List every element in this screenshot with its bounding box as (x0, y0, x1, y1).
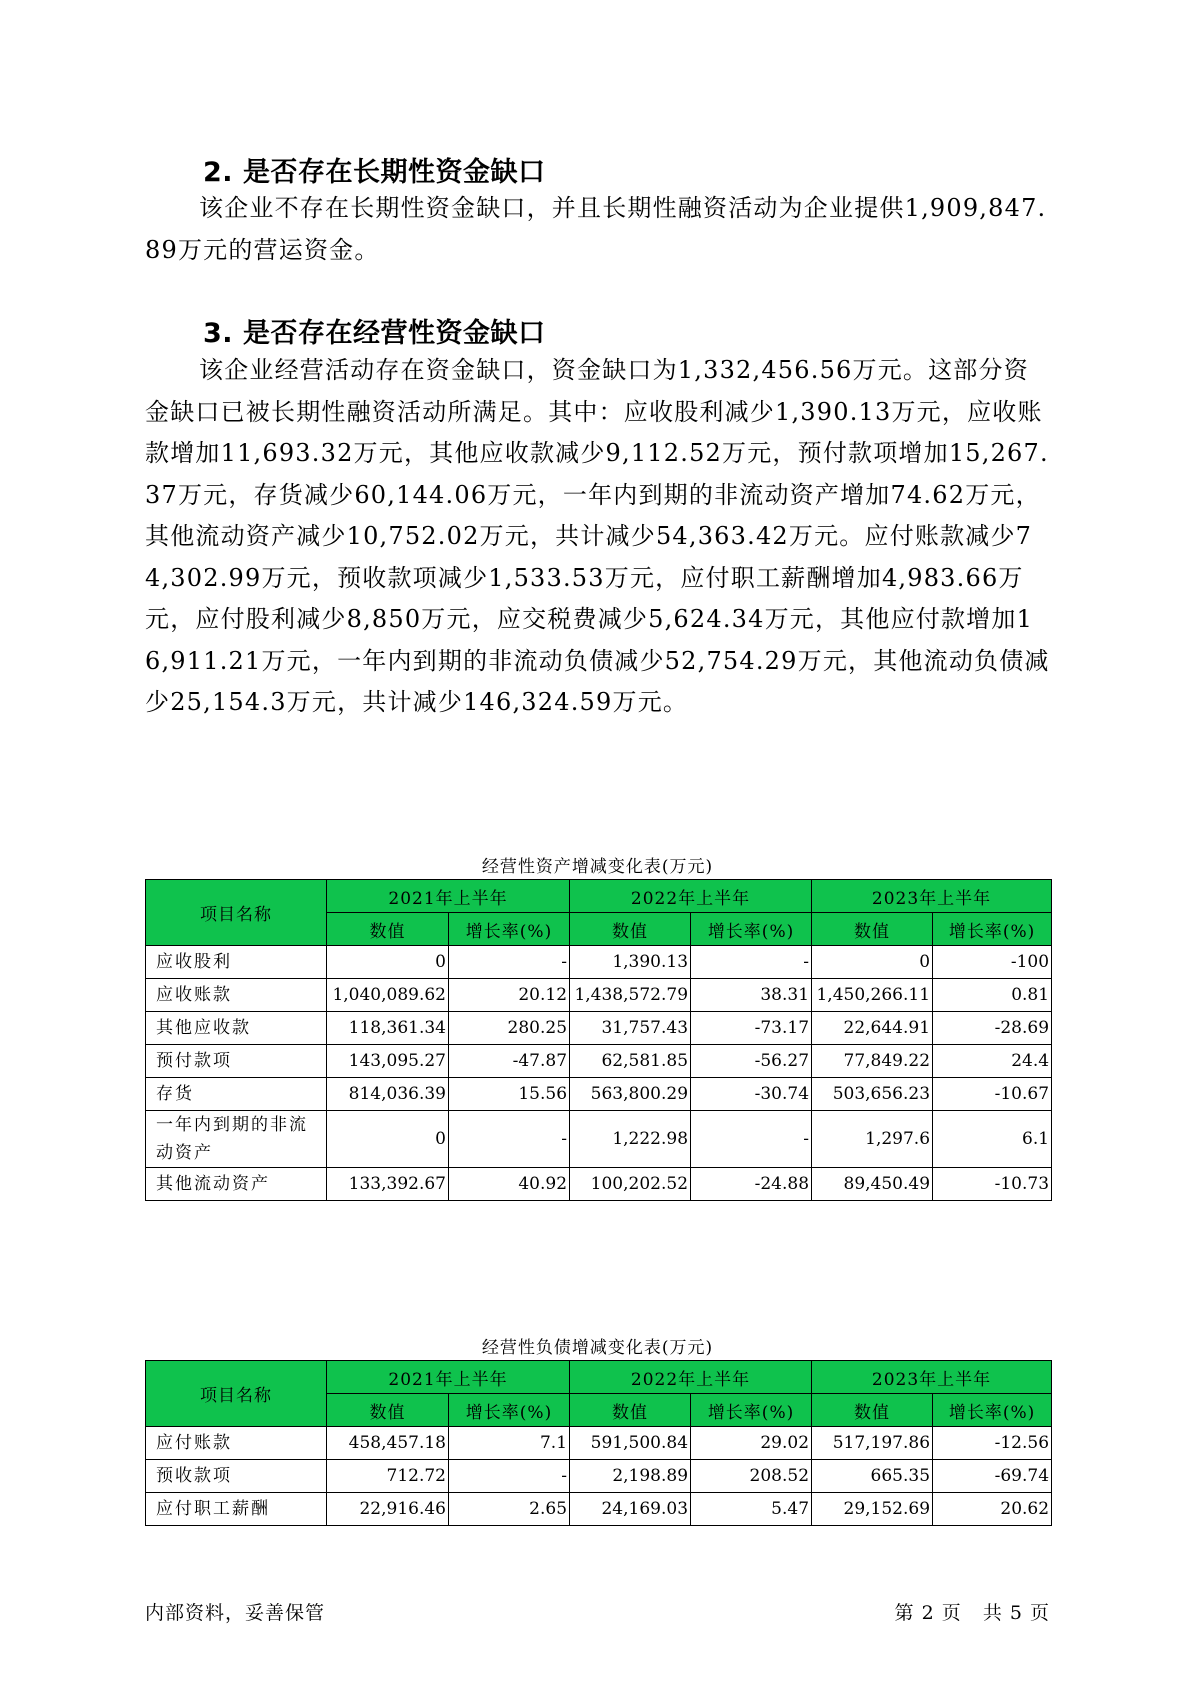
cell-growth-rate: 38.31 (691, 979, 812, 1012)
cell-growth-rate: - (449, 1460, 570, 1493)
header-growth-rate: 增长率(%) (691, 1394, 812, 1427)
cell-value: 29,152.69 (812, 1493, 933, 1526)
cell-growth-rate: - (691, 946, 812, 979)
cell-value: 118,361.34 (327, 1012, 449, 1045)
table-caption-assets: 经营性资产增减变化表(万元) (481, 857, 714, 877)
cell-value: 591,500.84 (570, 1427, 691, 1460)
cell-growth-rate: -56.27 (691, 1045, 812, 1078)
header-value: 数值 (570, 913, 691, 946)
table-row (146, 946, 1052, 979)
table-row (146, 1078, 1052, 1111)
cell-value: 503,656.23 (812, 1078, 933, 1111)
cell-growth-rate: -30.74 (691, 1078, 812, 1111)
table-body (146, 1427, 1052, 1526)
cell-growth-rate: -10.73 (933, 1168, 1052, 1201)
cell-value: 62,581.85 (570, 1045, 691, 1078)
row-item-name: 应付账款 (146, 1427, 327, 1460)
footer-confidential-note: 内部资料，妥善保管 (145, 1602, 326, 1624)
cell-growth-rate: 5.47 (691, 1493, 812, 1526)
cell-value: 0 (327, 1111, 449, 1168)
cell-value: 22,644.91 (812, 1012, 933, 1045)
header-period-2023: 2023年上半年 (812, 880, 1052, 913)
section-paragraph-operating-gap: 该企业经营活动存在资金缺口，资金缺口为1,332,456.56万元。这部分资金缺口已被长期性融资活动所满足。其中：应收股利减少1,390.13万元，应收账款增加11,693.32万元，其他应收款减少9,112.52万元，预付款项增加15,267.37万元，存货减少60,144.06万元，一年内到期的非流动资产增加74.62万元，其他流动资产减少10,752.02万元，共计减少54,363.42万元。应付账款减少74,302.99万元，预收款项减少1,533.53万元，应付职工薪酬增加4,983.66万元，应付股利减少8,850万元，应交税费减少5,624.34万元，其他应付款增加16,911.21万元，一年内到期的非流动负债减少52,754.29万元，其他流动负债减少25,154.3万元，共计减少146,324.59万元。 (145, 356, 1050, 716)
table-row (146, 1012, 1052, 1045)
header-item-name: 项目名称 (146, 880, 327, 946)
section-heading-long-term-gap: 2. 是否存在长期性资金缺口 (203, 157, 546, 188)
header-period-2021: 2021年上半年 (327, 1361, 570, 1394)
cell-value: 1,040,089.62 (327, 979, 449, 1012)
section-heading-operating-gap: 3. 是否存在经营性资金缺口 (203, 318, 546, 349)
header-growth-rate: 增长率(%) (933, 1394, 1052, 1427)
cell-value: 1,390.13 (570, 946, 691, 979)
cell-value: 712.72 (327, 1460, 449, 1493)
cell-growth-rate: -12.56 (933, 1427, 1052, 1460)
cell-growth-rate: -28.69 (933, 1012, 1052, 1045)
cell-value: 1,297.6 (812, 1111, 933, 1168)
cell-growth-rate: - (449, 1111, 570, 1168)
cell-value: 31,757.43 (570, 1012, 691, 1045)
cell-growth-rate: 7.1 (449, 1427, 570, 1460)
cell-growth-rate: 20.62 (933, 1493, 1052, 1526)
header-growth-rate: 增长率(%) (449, 913, 570, 946)
table-row (146, 1045, 1052, 1078)
cell-value: 2,198.89 (570, 1460, 691, 1493)
table-row (146, 979, 1052, 1012)
table-caption-liabilities: 经营性负债增减变化表(万元) (481, 1338, 714, 1358)
table-row (146, 1168, 1052, 1201)
cell-value: 143,095.27 (327, 1045, 449, 1078)
header-growth-rate: 增长率(%) (933, 913, 1052, 946)
cell-growth-rate: 208.52 (691, 1460, 812, 1493)
cell-growth-rate: -10.67 (933, 1078, 1052, 1111)
table-body (146, 946, 1052, 1201)
row-item-name: 应收账款 (146, 979, 327, 1012)
table-row (146, 1493, 1052, 1526)
cell-growth-rate: -69.74 (933, 1460, 1052, 1493)
section-paragraph-long-term-gap: 该企业不存在长期性资金缺口，并且长期性融资活动为企业提供1,909,847.89万元的营运资金。 (145, 194, 1047, 264)
header-value: 数值 (570, 1394, 691, 1427)
table-row (146, 1111, 1052, 1168)
operating-assets-table (145, 879, 1052, 1201)
header-value: 数值 (327, 913, 449, 946)
header-period-2022: 2022年上半年 (570, 1361, 812, 1394)
header-growth-rate: 增长率(%) (691, 913, 812, 946)
cell-value: 665.35 (812, 1460, 933, 1493)
operating-liabilities-table (145, 1360, 1052, 1526)
cell-growth-rate: -100 (933, 946, 1052, 979)
table-row (146, 1427, 1052, 1460)
cell-growth-rate: 29.02 (691, 1427, 812, 1460)
header-value: 数值 (812, 1394, 933, 1427)
row-item-name: 预收款项 (146, 1460, 327, 1493)
cell-value: 0 (812, 946, 933, 979)
header-period-2022: 2022年上半年 (570, 880, 812, 913)
cell-value: 1,438,572.79 (570, 979, 691, 1012)
cell-value: 563,800.29 (570, 1078, 691, 1111)
cell-growth-rate: 20.12 (449, 979, 570, 1012)
table-row (146, 1460, 1052, 1493)
cell-growth-rate: 2.65 (449, 1493, 570, 1526)
cell-value: 22,916.46 (327, 1493, 449, 1526)
cell-growth-rate: 280.25 (449, 1012, 570, 1045)
cell-value: 100,202.52 (570, 1168, 691, 1201)
footer-page-number: 第 2 页 共 5 页 (894, 1602, 1050, 1624)
row-item-name: 预付款项 (146, 1045, 327, 1078)
cell-value: 1,222.98 (570, 1111, 691, 1168)
cell-value: 24,169.03 (570, 1493, 691, 1526)
cell-growth-rate: 6.1 (933, 1111, 1052, 1168)
row-item-name: 一年内到期的非流动资产 (146, 1111, 327, 1168)
cell-value: 517,197.86 (812, 1427, 933, 1460)
cell-value: 77,849.22 (812, 1045, 933, 1078)
header-value: 数值 (812, 913, 933, 946)
row-item-name: 其他应收款 (146, 1012, 327, 1045)
cell-growth-rate: 24.4 (933, 1045, 1052, 1078)
row-item-name: 应付职工薪酬 (146, 1493, 327, 1526)
cell-value: 89,450.49 (812, 1168, 933, 1201)
cell-growth-rate: 15.56 (449, 1078, 570, 1111)
cell-value: 133,392.67 (327, 1168, 449, 1201)
row-item-name: 应收股利 (146, 946, 327, 979)
row-item-name: 其他流动资产 (146, 1168, 327, 1201)
row-item-name: 存货 (146, 1078, 327, 1111)
cell-value: 0 (327, 946, 449, 979)
cell-growth-rate: -73.17 (691, 1012, 812, 1045)
header-growth-rate: 增长率(%) (449, 1394, 570, 1427)
cell-growth-rate: -47.87 (449, 1045, 570, 1078)
header-period-2023: 2023年上半年 (812, 1361, 1052, 1394)
cell-growth-rate: - (449, 946, 570, 979)
cell-growth-rate: - (691, 1111, 812, 1168)
cell-growth-rate: 0.81 (933, 979, 1052, 1012)
cell-growth-rate: -24.88 (691, 1168, 812, 1201)
header-period-2021: 2021年上半年 (327, 880, 570, 913)
header-item-name: 项目名称 (146, 1361, 327, 1427)
cell-value: 814,036.39 (327, 1078, 449, 1111)
header-value: 数值 (327, 1394, 449, 1427)
cell-growth-rate: 40.92 (449, 1168, 570, 1201)
cell-value: 1,450,266.11 (812, 979, 933, 1012)
cell-value: 458,457.18 (327, 1427, 449, 1460)
